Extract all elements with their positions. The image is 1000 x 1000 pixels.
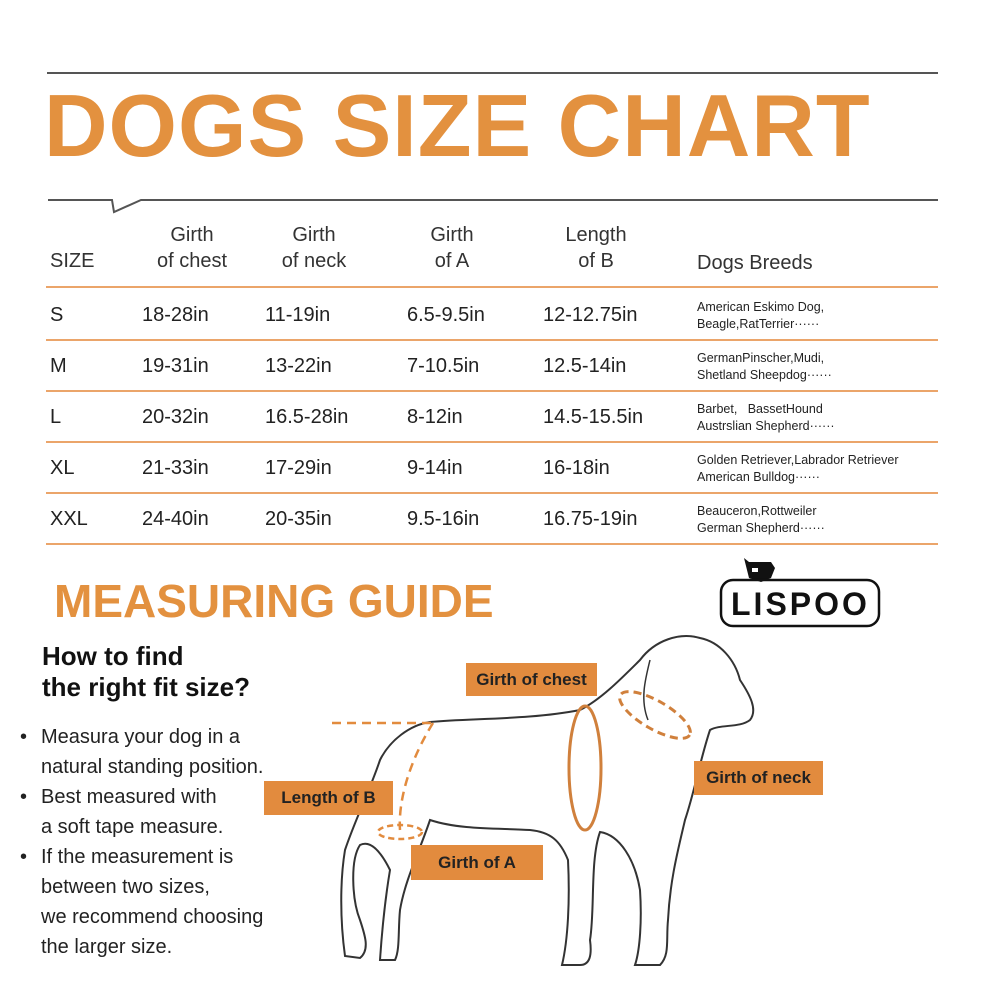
question-line: the right fit size? [42, 672, 250, 702]
header-a [402, 222, 502, 274]
header-text: of chest [156, 250, 228, 272]
breed-line: Golden Retriever,Labrador Retriever [697, 453, 899, 467]
breed-line: Beagle,RatTerrier······ [697, 317, 820, 331]
header-text: of A [434, 250, 470, 272]
label-length-of-b: Length of B [264, 781, 393, 815]
bullet-text: natural standing position. [41, 756, 264, 778]
bullet-dot: • [20, 786, 28, 808]
header-size [50, 248, 94, 274]
header-b [546, 222, 646, 274]
cell-size: M [50, 355, 67, 377]
cell-neck: 16.5-28in [265, 406, 349, 428]
bullet-dot: • [20, 726, 28, 748]
cell-breeds [697, 503, 825, 537]
breed-line: American Eskimo Dog, [697, 300, 825, 314]
measuring-guide-title: MEASURING GUIDE [54, 575, 494, 627]
bullet-text: between two sizes, [41, 876, 210, 898]
header-text: SIZE [50, 250, 95, 272]
cell-a: 8-12in [407, 406, 463, 428]
cell-a: 7-10.5in [407, 355, 480, 377]
bullet-text: Measura your dog in a [41, 726, 241, 748]
bullet-text: Best measured with [41, 786, 217, 808]
lispoo-logo [719, 556, 881, 628]
header-text: of B [578, 250, 614, 272]
table-row [46, 494, 938, 545]
header-neck [264, 222, 364, 274]
cell-size: S [50, 304, 64, 326]
header-text: Length [565, 224, 627, 246]
cell-b: 12-12.75in [543, 304, 638, 326]
cell-size: XXL [50, 508, 88, 530]
fit-question [42, 641, 250, 703]
cell-b: 12.5-14in [543, 355, 627, 377]
cell-breeds [697, 452, 899, 486]
table-row [46, 392, 938, 443]
header-text: Girth [430, 224, 474, 246]
cell-chest: 20-32in [142, 406, 209, 428]
breed-line: GermanPinscher,Mudi, [697, 351, 825, 365]
breed-line: American Bulldog······ [697, 470, 820, 484]
bullet-text: a soft tape measure. [41, 816, 224, 838]
logo-text: LISPOO [731, 586, 870, 622]
cell-neck: 11-19in [265, 304, 331, 326]
page-title: DOGS SIZE CHART [44, 76, 871, 175]
table-row [46, 443, 938, 494]
header-text: Girth [292, 224, 336, 246]
cell-size: XL [50, 457, 75, 479]
label-girth-of-a: Girth of A [411, 845, 543, 880]
breed-line: Beauceron,Rottweiler [697, 504, 817, 518]
bullet-dot: • [20, 846, 28, 868]
header-text: of neck [281, 250, 347, 272]
breed-line: Shetland Sheepdog······ [697, 368, 832, 382]
cell-chest: 21-33in [142, 457, 209, 479]
cell-size: L [50, 406, 62, 428]
header-chest [142, 222, 242, 274]
table-row [46, 341, 938, 392]
cell-breeds [697, 299, 824, 333]
cell-neck: 20-35in [265, 508, 332, 530]
cell-chest: 18-28in [142, 304, 209, 326]
cell-a: 9-14in [407, 457, 463, 479]
bullet-text: the larger size. [41, 936, 173, 958]
table-header [46, 220, 938, 288]
cell-breeds [697, 350, 832, 384]
breed-line: Austrslian Shepherd······ [697, 419, 835, 433]
cell-chest: 24-40in [142, 508, 209, 530]
table-row [46, 290, 938, 341]
question-line: How to find [42, 641, 184, 671]
header-text: Girth [170, 224, 214, 246]
header-text: Dogs Breeds [697, 252, 813, 274]
cell-chest: 19-31in [142, 355, 209, 377]
header-breeds [697, 250, 813, 276]
breed-line: German Shepherd······ [697, 521, 825, 535]
cell-a: 6.5-9.5in [407, 304, 485, 326]
bullet-text: we recommend choosing [41, 906, 264, 928]
cell-neck: 13-22in [265, 355, 332, 377]
label-girth-of-neck: Girth of neck [694, 761, 823, 795]
cell-a: 9.5-16in [407, 508, 480, 530]
cell-b: 16.75-19in [543, 508, 638, 530]
bullet-text: If the measurement is [41, 846, 234, 868]
cell-b: 16-18in [543, 457, 610, 479]
cell-neck: 17-29in [265, 457, 332, 479]
cell-b: 14.5-15.5in [543, 406, 644, 428]
cell-breeds [697, 401, 835, 435]
label-girth-of-chest: Girth of chest [466, 663, 597, 696]
breed-line: Barbet, BassetHound [697, 402, 823, 416]
